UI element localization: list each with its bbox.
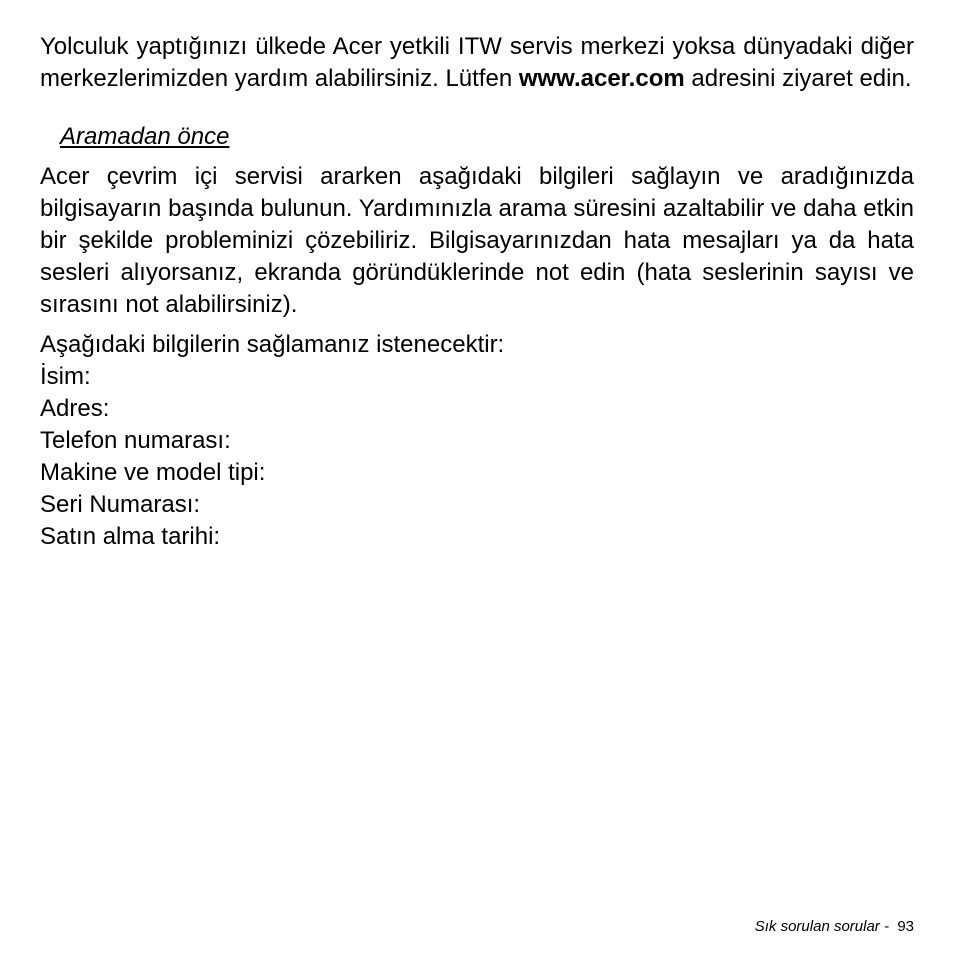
intro-text-end: adresini ziyaret edin.	[684, 65, 912, 92]
info-item-model: Makine ve model tipi:	[40, 459, 266, 486]
intro-paragraph	[40, 31, 914, 95]
footer-section-title: Sık sorulan sorular -	[754, 918, 898, 935]
info-item-phone: Telefon numarası:	[40, 427, 231, 454]
info-item-serial: Seri Numarası:	[40, 491, 201, 518]
info-item-purchase-date: Satın alma tarihi:	[40, 523, 221, 550]
info-item-name: İsim:	[40, 363, 91, 390]
page-number: 93	[897, 918, 914, 935]
page-footer	[755, 918, 914, 935]
info-list-intro: Aşağıdaki bilgilerin sağlamanız istenecektir:	[40, 331, 505, 358]
info-item-address: Adres:	[40, 395, 110, 422]
document-body	[40, 31, 914, 553]
section-heading: Aramadan önce	[60, 123, 230, 150]
acer-website-link[interactable]: www.acer.com	[518, 65, 685, 92]
instructions-paragraph: Acer çevrim içi servisi ararken aşağıdaki bilgileri sağlayın ve aradığınızda bilgisayarın başında bulunun. Yardımınızla arama süresini azaltabilir ve daha etkin bir şekilde probleminizi çözebiliriz. Bilgisayarınızdan hata mesajları ya da hata sesleri alıyorsanız, ekranda göründüklerinde not edin (hata seslerinin sayısı ve sırasını not alabilirsiniz).	[40, 163, 914, 318]
required-info-list	[40, 329, 914, 553]
intro-text: Yolculuk yaptığınızı ülkede Acer yetkili ITW servis merkezi yoksa dünyadaki diğer merkezlerimizden yardım alabilirsiniz. Lütfen	[40, 33, 914, 92]
